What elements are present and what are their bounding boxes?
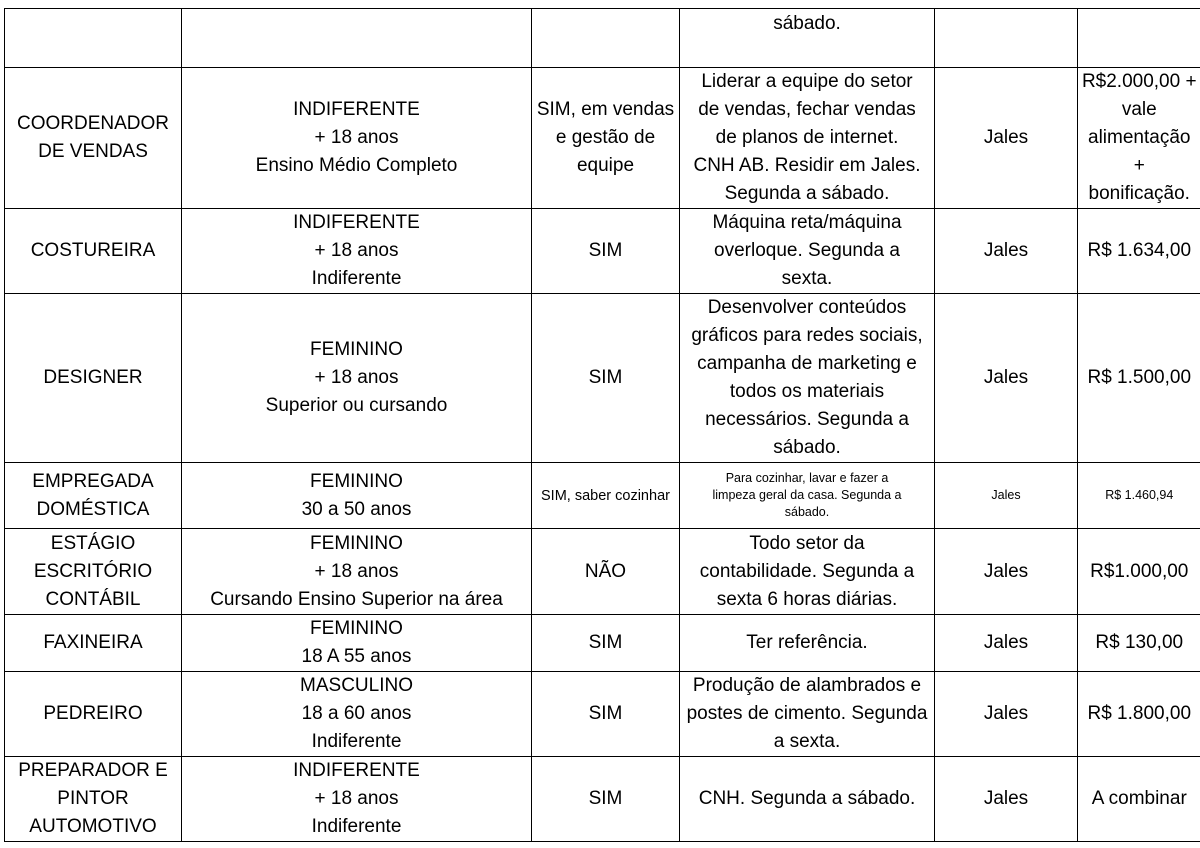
descricao-cell: Máquina reta/máquina overloque. Segunda a sexta. xyxy=(680,209,935,294)
experiencia-cell: SIM, em vendas e gestão de equipe xyxy=(532,68,680,209)
perfil-cell: INDIFERENTE + 18 anos Ensino Médio Completo xyxy=(182,68,532,209)
cidade-cell: Jales xyxy=(935,529,1078,615)
cargo-cell: COORDENADOR DE VENDAS xyxy=(5,68,182,209)
cargo-cell: COSTUREIRA xyxy=(5,209,182,294)
descricao-cell: Para cozinhar, lavar e fazer a limpeza geral da casa. Segunda a sábado. xyxy=(680,463,935,529)
cargo-cell xyxy=(5,9,182,68)
cidade-cell: Jales xyxy=(935,68,1078,209)
table-row xyxy=(5,757,1200,842)
cargo-cell: ESTÁGIO ESCRITÓRIO CONTÁBIL xyxy=(5,529,182,615)
salario-cell: R$ 1.634,00 xyxy=(1078,209,1200,294)
experiencia-cell: SIM xyxy=(532,672,680,757)
job-vacancies-table xyxy=(4,8,1200,842)
cidade-cell: Jales xyxy=(935,294,1078,463)
perfil-cell: FEMININO 18 A 55 anos xyxy=(182,615,532,672)
cidade-cell: Jales xyxy=(935,463,1078,529)
descricao-cell: sábado. xyxy=(680,9,935,68)
perfil-cell: FEMININO 30 a 50 anos xyxy=(182,463,532,529)
table-row xyxy=(5,463,1200,529)
table-row xyxy=(5,68,1200,209)
perfil-cell: MASCULINO 18 a 60 anos Indiferente xyxy=(182,672,532,757)
table-row xyxy=(5,9,1200,68)
descricao-cell: Produção de alambrados e postes de cimento. Segunda a sexta. xyxy=(680,672,935,757)
descricao-cell: Desenvolver conteúdos gráficos para redes sociais, campanha de marketing e todos os materiais necessários. Segunda a sábado. xyxy=(680,294,935,463)
salario-cell: R$1.000,00 xyxy=(1078,529,1200,615)
cidade-cell: Jales xyxy=(935,757,1078,842)
cidade-cell: Jales xyxy=(935,615,1078,672)
cidade-cell: Jales xyxy=(935,209,1078,294)
table-row xyxy=(5,209,1200,294)
salario-cell: R$2.000,00 + vale alimentação + bonificação. xyxy=(1078,68,1200,209)
cargo-cell: FAXINEIRA xyxy=(5,615,182,672)
salario-cell: R$ 1.800,00 xyxy=(1078,672,1200,757)
perfil-cell: FEMININO + 18 anos Cursando Ensino Superior na área xyxy=(182,529,532,615)
experiencia-cell: NÃO xyxy=(532,529,680,615)
experiencia-cell xyxy=(532,9,680,68)
experiencia-cell: SIM, saber cozinhar xyxy=(532,463,680,529)
experiencia-cell: SIM xyxy=(532,294,680,463)
salario-cell: R$ 130,00 xyxy=(1078,615,1200,672)
descricao-cell: Ter referência. xyxy=(680,615,935,672)
cargo-cell: PEDREIRO xyxy=(5,672,182,757)
salario-cell: R$ 1.460,94 xyxy=(1078,463,1200,529)
cidade-cell: Jales xyxy=(935,672,1078,757)
descricao-cell: Liderar a equipe do setor de vendas, fechar vendas de planos de internet. CNH AB. Residir em Jales. Segunda a sábado. xyxy=(680,68,935,209)
descricao-cell: Todo setor da contabilidade. Segunda a sexta 6 horas diárias. xyxy=(680,529,935,615)
cidade-cell xyxy=(935,9,1078,68)
table-row xyxy=(5,529,1200,615)
perfil-cell: INDIFERENTE + 18 anos Indiferente xyxy=(182,757,532,842)
table-row xyxy=(5,672,1200,757)
experiencia-cell: SIM xyxy=(532,757,680,842)
experiencia-cell: SIM xyxy=(532,615,680,672)
perfil-cell: FEMININO + 18 anos Superior ou cursando xyxy=(182,294,532,463)
cargo-cell: PREPARADOR E PINTOR AUTOMOTIVO xyxy=(5,757,182,842)
experiencia-cell: SIM xyxy=(532,209,680,294)
descricao-cell: CNH. Segunda a sábado. xyxy=(680,757,935,842)
salario-cell xyxy=(1078,9,1200,68)
perfil-cell xyxy=(182,9,532,68)
table-row xyxy=(5,615,1200,672)
cargo-cell: DESIGNER xyxy=(5,294,182,463)
perfil-cell: INDIFERENTE + 18 anos Indiferente xyxy=(182,209,532,294)
salario-cell: A combinar xyxy=(1078,757,1200,842)
table-row xyxy=(5,294,1200,463)
cargo-cell: EMPREGADA DOMÉSTICA xyxy=(5,463,182,529)
salario-cell: R$ 1.500,00 xyxy=(1078,294,1200,463)
